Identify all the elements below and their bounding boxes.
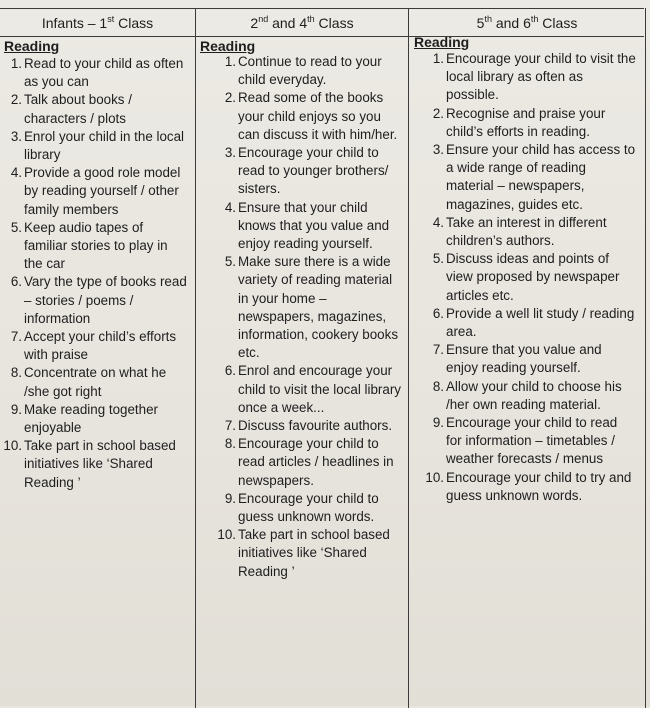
item-number: 2.: [10, 92, 22, 108]
item-text: Read some of the books your child enjoys so you can discuss it with him/her.: [238, 90, 398, 142]
list-item: [424, 414, 636, 469]
header-text: Class: [114, 15, 154, 31]
item-number: 4.: [10, 165, 22, 181]
item-number: 8.: [10, 365, 22, 381]
item-text: Provide a good role model by reading yourself / other family members: [24, 165, 181, 217]
item-number: 9.: [224, 490, 236, 506]
item-number: 3.: [224, 145, 236, 161]
item-number: 7.: [10, 329, 22, 345]
list-item: [216, 144, 402, 199]
item-text: Accept your child’s efforts with praise: [24, 329, 177, 363]
item-text: Enrol your child in the local library: [24, 128, 185, 163]
item-number: 6.: [224, 363, 236, 379]
item-text: Talk about books / characters / plots: [24, 92, 132, 126]
section-title-reading: Reading: [414, 34, 470, 50]
header-sup: th: [530, 14, 539, 24]
item-number: 3.: [10, 128, 22, 144]
item-text: Keep audio tapes of familiar stories to play in the car: [24, 219, 168, 272]
list-item: [424, 50, 636, 105]
item-number: 6.: [432, 305, 444, 321]
list-item: [2, 437, 188, 492]
list-item: [2, 328, 188, 364]
item-number: 7.: [224, 418, 236, 434]
item-number: 3.: [432, 142, 444, 158]
item-text: Continue to read to your child everyday.: [238, 54, 382, 88]
list-item: [2, 91, 188, 127]
item-text: Take an interest in different children’s authors.: [446, 214, 607, 249]
header-text: 5: [476, 15, 485, 31]
list-item: [2, 364, 188, 400]
item-number: 2.: [432, 105, 444, 121]
item-text: Encourage your child to read to younger brothers/ sisters.: [238, 145, 389, 197]
header-text: and 4: [268, 15, 308, 31]
header-text: Class: [314, 15, 354, 31]
list-item: [216, 362, 402, 417]
reading-list-2nd-4th: [216, 53, 402, 581]
item-text: Discuss ideas and points of view proposed by newspaper articles etc.: [446, 251, 620, 303]
item-text: Allow your child to choose his /her own reading material.: [446, 378, 622, 412]
item-text: Ensure that your child knows that you value and enjoy reading yourself.: [238, 199, 390, 252]
item-number: 10.: [425, 469, 444, 485]
item-text: Ensure your child has access to a wide range of reading material – newspapers, magazines, guides etc.: [446, 142, 636, 212]
item-text: Provide a well lit study / reading area.: [446, 305, 635, 340]
item-number: 2.: [224, 90, 236, 106]
list-item: [216, 490, 402, 526]
item-number: 10.: [217, 527, 236, 543]
list-item: [216, 417, 402, 435]
list-item: [2, 55, 188, 91]
item-number: 9.: [10, 401, 22, 417]
item-text: Encourage your child to visit the local library as often as possible.: [446, 51, 636, 103]
item-number: 5.: [10, 219, 22, 235]
header-sup: nd: [258, 14, 269, 24]
list-item: [2, 273, 188, 328]
item-number: 8.: [224, 436, 236, 452]
header-text: Infants – 1: [41, 15, 108, 31]
item-number: 6.: [10, 274, 22, 290]
header-text: and 6: [491, 15, 531, 31]
item-number: 7.: [432, 342, 444, 358]
reading-list-5th-6th: [424, 50, 636, 505]
item-number: 9.: [432, 415, 444, 431]
item-number: 1.: [10, 56, 22, 71]
list-item: [216, 89, 402, 144]
item-number: 8.: [432, 378, 444, 394]
list-item: [2, 401, 188, 437]
list-item: [216, 199, 402, 254]
item-number: 5.: [432, 251, 444, 267]
header-sup: st: [107, 14, 115, 24]
list-item: [216, 435, 402, 490]
item-text: Make sure there is a wide variety of reading material in your home – newspapers, magazines, information, cookery books etc.: [238, 254, 399, 361]
item-number: 1.: [224, 54, 236, 69]
header-5th-6th: [409, 10, 645, 36]
item-text: Discuss favourite authors.: [238, 418, 393, 434]
list-item: [424, 341, 636, 377]
item-text: Ensure that you value and enjoy reading yourself.: [446, 342, 602, 376]
list-item: [424, 214, 636, 250]
section-title-reading: Reading: [200, 38, 256, 54]
item-text: Make reading together enjoyable: [24, 401, 158, 436]
item-text: Read to your child as often as you can: [24, 56, 184, 90]
item-text: Vary the type of books read – stories / poems / information: [24, 274, 187, 326]
item-text: Encourage your child to guess unknown words.: [238, 490, 379, 525]
list-item: [2, 219, 188, 274]
item-text: Encourage your child to read articles / headlines in newspapers.: [238, 436, 394, 488]
list-item: [216, 253, 402, 362]
item-text: Concentrate on what he /she got right: [24, 365, 167, 399]
reading-list-infants: [2, 55, 188, 492]
list-item: [2, 164, 188, 219]
header-sup: th: [484, 14, 492, 24]
header-infants: [0, 10, 195, 36]
header-text: 2: [250, 15, 259, 31]
list-item: [424, 105, 636, 141]
item-text: Enrol and encourage your child to visit the local library once a week...: [238, 363, 401, 415]
item-number: 1.: [432, 51, 444, 66]
list-item: [2, 128, 188, 164]
list-item: [424, 378, 636, 414]
item-text: Take part in school based initiatives like ‘Shared Reading ’: [24, 438, 176, 490]
item-text: Encourage your child to try and guess unknown words.: [446, 469, 632, 503]
item-text: Recognise and praise your child’s efforts in reading.: [446, 105, 606, 139]
section-title-reading: Reading: [4, 38, 60, 54]
item-number: 4.: [224, 199, 236, 215]
list-item: [424, 250, 636, 305]
item-number: 10.: [3, 438, 22, 454]
header-sup: th: [307, 14, 315, 24]
list-item: [424, 469, 636, 505]
list-item: [216, 53, 402, 89]
item-text: Encourage your child to read for information – timetables / weather forecasts / menus: [446, 415, 618, 467]
list-item: [424, 305, 636, 341]
item-number: 5.: [224, 254, 236, 270]
list-item: [424, 141, 636, 214]
item-text: Take part in school based initiatives like ‘Shared Reading ’: [238, 527, 390, 579]
item-number: 4.: [432, 214, 444, 230]
list-item: [216, 526, 402, 581]
header-2nd-4th: [196, 10, 408, 36]
header-text: Class: [538, 15, 578, 31]
